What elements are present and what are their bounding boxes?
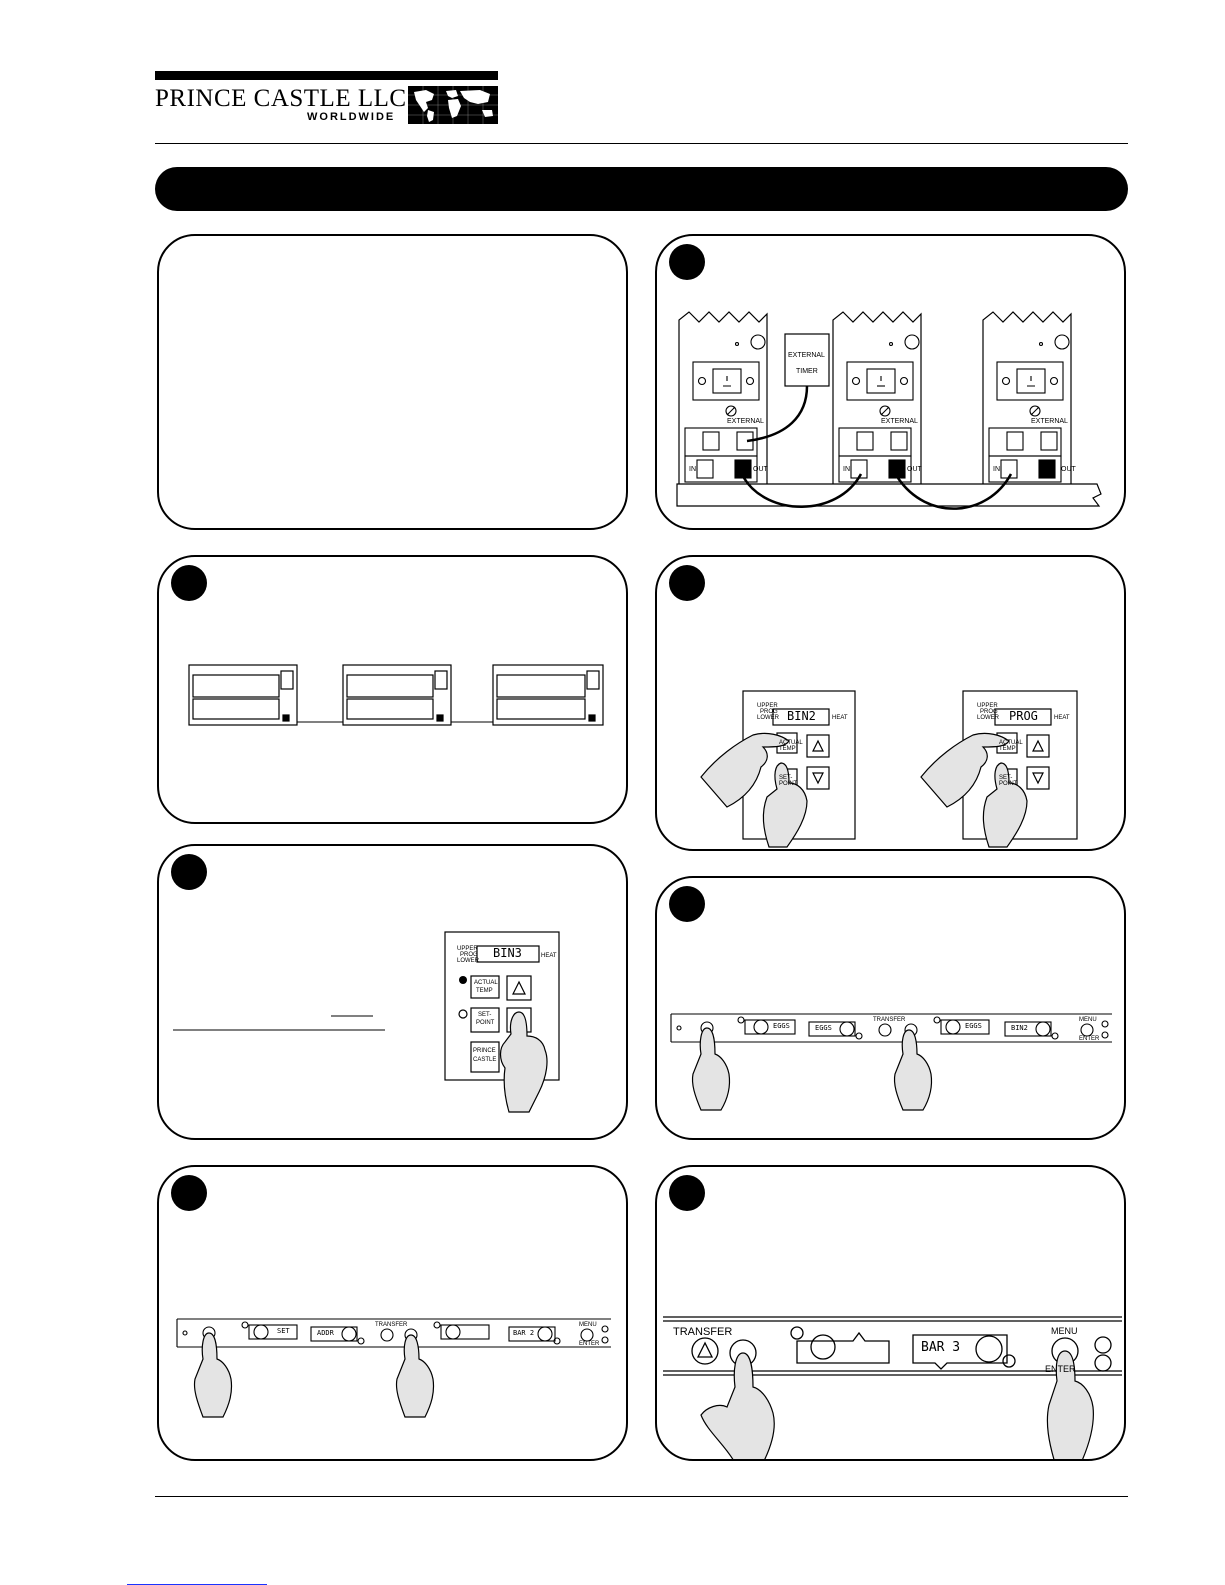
right-indicator-prog: PROG — [980, 709, 998, 715]
heat-label: HEAT — [541, 953, 557, 959]
unit3-in-label: IN — [993, 466, 1000, 473]
menu-label: MENU — [1079, 1017, 1097, 1023]
bar-figure — [657, 878, 1126, 1140]
transfer-label: TRANSFER — [873, 1017, 906, 1023]
enter-label: ENTER — [579, 1341, 600, 1347]
timer-label-1: EXTERNAL — [788, 352, 825, 359]
bar-display-3: EGGS — [965, 1022, 982, 1030]
logo-sub: WORLDWIDE — [307, 111, 396, 123]
left-actual-temp-button[interactable]: ACTUAL TEMP — [779, 740, 803, 752]
world-map-icon — [408, 86, 498, 124]
left-indicator-upper: UPPER — [757, 703, 778, 709]
panel-step-bar-eggs — [655, 876, 1126, 1140]
unit2-out-label: OUT — [907, 466, 922, 473]
bar-display-4: BAR 2 — [513, 1329, 535, 1337]
menu-label: MENU — [1051, 1326, 1078, 1336]
left-heat-label: HEAT — [832, 715, 848, 721]
left-indicator-lower: LOWER — [757, 715, 780, 721]
unit3-out-label: OUT — [1061, 466, 1076, 473]
actual-temp-label-2[interactable]: TEMP — [476, 988, 493, 994]
keypad-figures — [657, 557, 1126, 851]
indicator-lower: LOWER — [457, 958, 480, 964]
transfer-label: TRANSFER — [375, 1322, 408, 1328]
unit2-external-label: EXTERNAL — [881, 418, 918, 425]
logo-top-bar — [155, 71, 498, 80]
panel-step-cabinets — [157, 555, 628, 824]
bar-zoom-figure — [657, 1167, 1126, 1461]
indicator-prog: PROG — [460, 952, 478, 958]
set-point-label-1[interactable]: SET- — [478, 1012, 492, 1018]
enter-label: ENTER — [1079, 1036, 1100, 1042]
panel-intro — [157, 234, 628, 530]
bar-display-1: SET — [277, 1327, 290, 1335]
left-set-point-button[interactable]: SET-POINT — [779, 775, 798, 787]
logo-key-label-1[interactable]: PRINCE — [473, 1048, 496, 1054]
unit3-external-label: EXTERNAL — [1031, 418, 1068, 425]
unit2-in-label: IN — [843, 466, 850, 473]
transfer-label: TRANSFER — [673, 1326, 733, 1338]
panel-step-wiring — [655, 234, 1126, 530]
header-rule — [155, 143, 1128, 144]
left-lcd-display: BIN2 — [787, 709, 816, 723]
right-lcd-display: PROG — [1009, 709, 1038, 723]
actual-temp-label-1[interactable]: ACTUAL — [474, 980, 498, 986]
right-indicator-upper: UPPER — [977, 703, 998, 709]
bar-figure — [159, 1167, 628, 1461]
logo-brand: PRINCE CASTLE LLC — [155, 85, 407, 112]
footer-rule — [155, 1496, 1128, 1497]
right-heat-label: HEAT — [1054, 715, 1070, 721]
menu-label: MENU — [579, 1322, 597, 1328]
left-indicator-prog: PROG — [760, 709, 778, 715]
bar-display: BAR 3 — [921, 1340, 961, 1355]
title-bar — [155, 167, 1128, 211]
panel-step-keypad-bin — [157, 844, 628, 1140]
right-set-point-button[interactable]: SET-POINT — [999, 775, 1018, 787]
unit1-external-label: EXTERNAL — [727, 418, 764, 425]
timer-label-2: TIMER — [796, 368, 818, 375]
enter-label: ENTER — [1045, 1364, 1076, 1374]
panel-step-bar-zoom — [655, 1165, 1126, 1461]
cabinets-diagram — [159, 557, 628, 824]
unit1-out-label: OUT — [753, 466, 768, 473]
panel-step-bar-addr — [157, 1165, 628, 1461]
panel-step-keypad-prog — [655, 555, 1126, 851]
bar-display-2: EGGS — [815, 1024, 832, 1032]
wiring-diagram — [657, 236, 1126, 530]
lcd-display: BIN3 — [493, 946, 522, 960]
logo-key-label-2[interactable]: CASTLE — [473, 1057, 497, 1063]
set-point-label-2[interactable]: POINT — [476, 1020, 495, 1026]
bar-display-1: EGGS — [773, 1022, 790, 1030]
bar-display-4: BIN2 — [1011, 1024, 1028, 1032]
right-indicator-lower: LOWER — [977, 715, 1000, 721]
bar-display-2: ADDR — [317, 1329, 334, 1337]
keypad-figure — [159, 846, 628, 1140]
indicator-upper: UPPER — [457, 946, 478, 952]
right-actual-temp-button[interactable]: ACTUAL TEMP — [999, 740, 1023, 752]
unit1-in-label: IN — [689, 466, 696, 473]
